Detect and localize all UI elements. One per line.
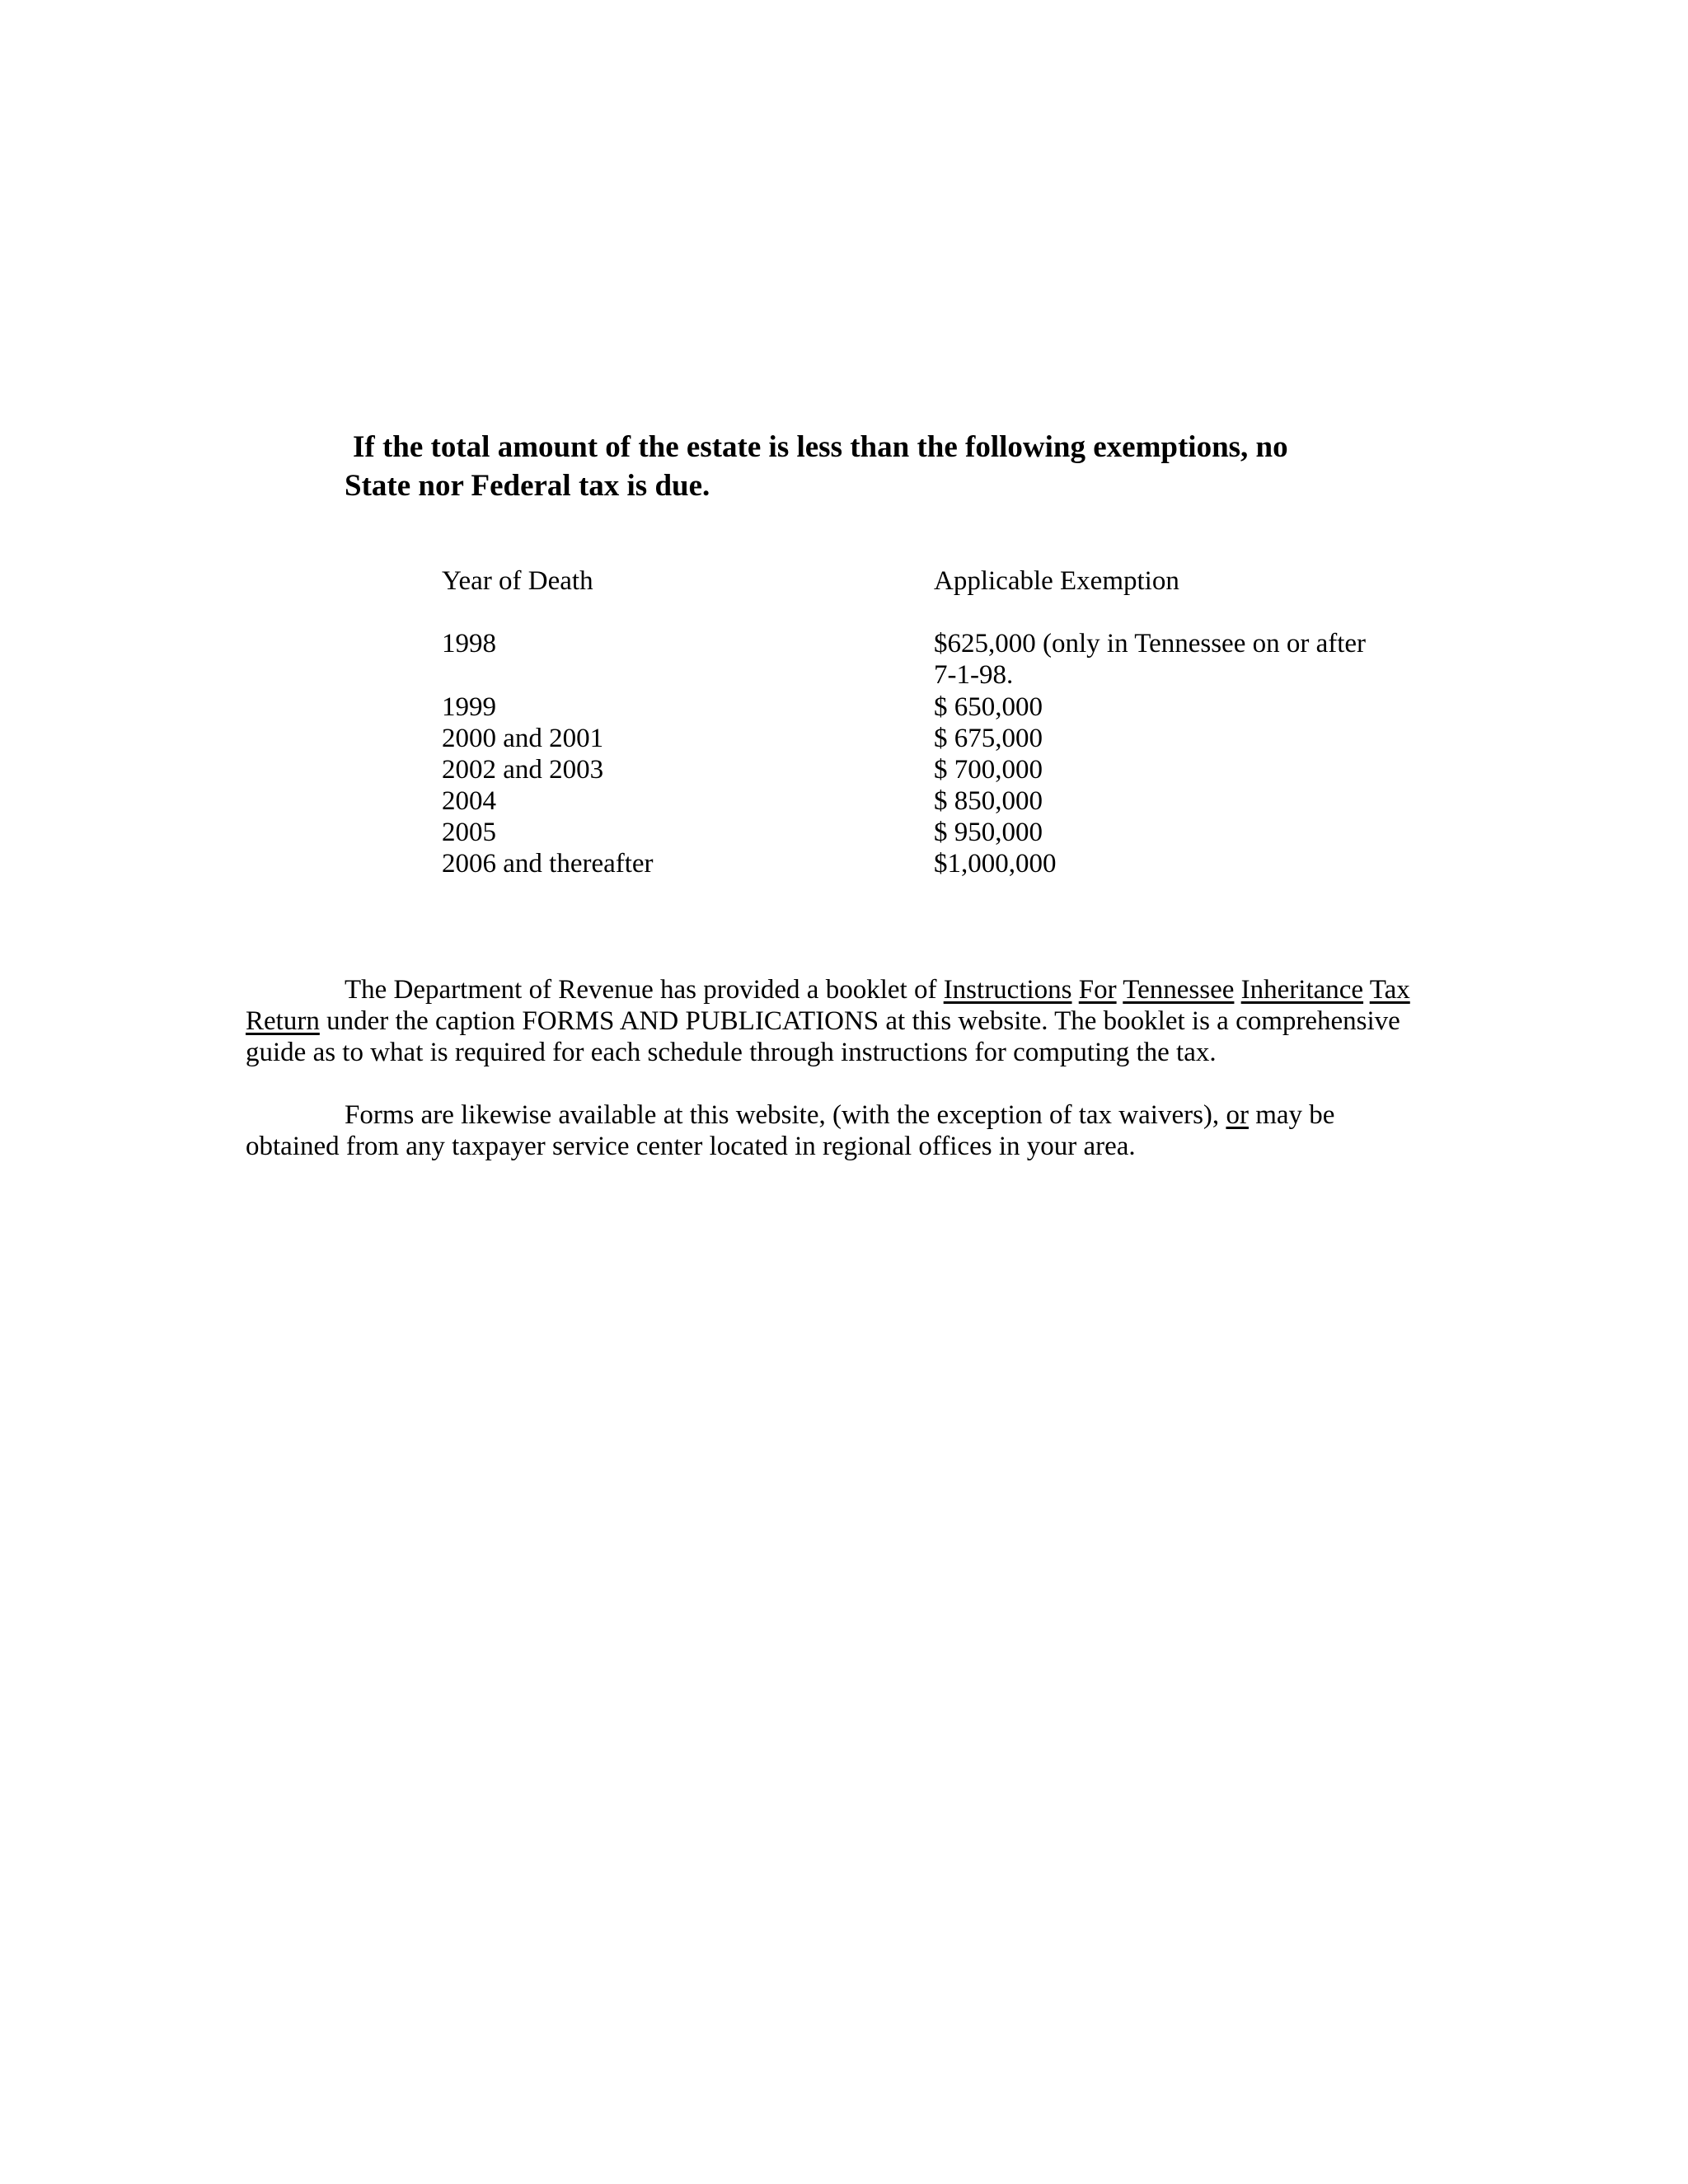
paragraph-1-text: under the caption FORMS AND PUBLICATIONS at this website. The booklet is a comprehensive <box>319 1006 1400 1036</box>
table-row-exemption: $ 650,000 <box>934 692 1043 722</box>
paragraph-1-line-1 <box>345 974 1410 1005</box>
table-row-exemption: $1,000,000 <box>934 849 1057 879</box>
paragraph-2-text: Forms are likewise available at this website, (with the exception of tax waivers), <box>345 1100 1226 1130</box>
link-for[interactable]: For <box>1078 975 1117 1005</box>
table-header-exemption: Applicable Exemption <box>934 566 1179 596</box>
table-row-exemption: $ 850,000 <box>934 786 1043 816</box>
paragraph-1-line-2 <box>246 1005 1400 1037</box>
table-row-year: 2005 <box>442 818 496 847</box>
paragraph-2-line-1 <box>345 1099 1334 1131</box>
link-instructions[interactable]: Instructions <box>943 975 1072 1005</box>
table-row-year: 1999 <box>442 692 496 722</box>
table-row-year: 2002 and 2003 <box>442 755 604 785</box>
table-row-exemption-continued: 7-1-98. <box>934 660 1014 690</box>
heading-line-1: If the total amount of the estate is less than the following exemptions, no <box>353 430 1288 464</box>
link-inheritance[interactable]: Inheritance <box>1240 975 1364 1005</box>
paragraph-1-line-3: guide as to what is required for each schedule through instructions for computing the tax. <box>246 1038 1217 1067</box>
table-row-exemption: $ 950,000 <box>934 818 1043 847</box>
table-row-exemption: $625,000 (only in Tennessee on or after <box>934 629 1367 658</box>
paragraph-2-line-2: obtained from any taxpayer service center located in regional offices in your area. <box>246 1132 1136 1161</box>
link-or[interactable]: or <box>1226 1100 1249 1130</box>
link-tennessee[interactable]: Tennessee <box>1123 975 1235 1005</box>
paragraph-2-text: may be <box>1248 1100 1335 1130</box>
table-row-exemption: $ 675,000 <box>934 724 1043 753</box>
table-header-year: Year of Death <box>442 566 593 596</box>
link-tax[interactable]: Tax <box>1369 975 1410 1005</box>
table-row-year: 2006 and thereafter <box>442 849 654 879</box>
table-row-year: 1998 <box>442 629 496 658</box>
table-row-year: 2004 <box>442 786 496 816</box>
table-row-year: 2000 and 2001 <box>442 724 604 753</box>
table-row-exemption: $ 700,000 <box>934 755 1043 785</box>
paragraph-1-text: The Department of Revenue has provided a booklet of <box>345 975 944 1005</box>
heading-line-2: State nor Federal tax is due. <box>345 469 710 503</box>
link-return[interactable]: Return <box>246 1006 320 1036</box>
